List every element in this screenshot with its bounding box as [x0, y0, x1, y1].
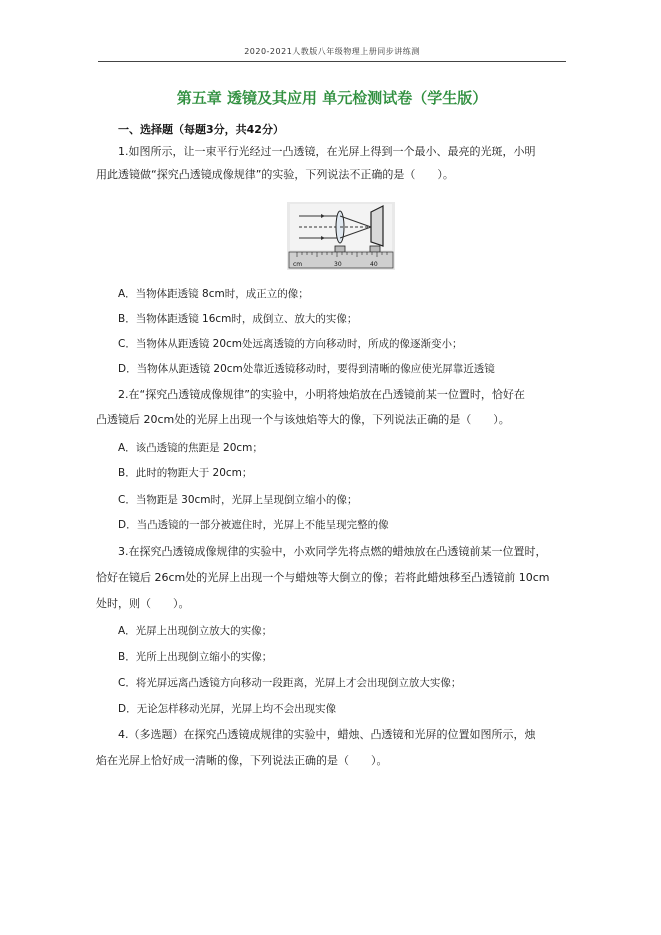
q1-line-2: 用此透镜做“探究凸透镜成像规律”的实验，下列说法不正确的是（ ）。	[96, 168, 454, 181]
q3-option-a: A．光屏上出现倒立放大的实像；	[118, 625, 273, 637]
q4-line-2: 焰在光屏上恰好成一清晰的像，下列说法正确的是（ ）。	[96, 754, 388, 767]
q1-line-1: 1.如图所示，让一束平行光经过一凸透镜，在光屏上得到一个最小、最亮的光斑，小明	[118, 145, 536, 158]
header-rule	[98, 61, 566, 62]
page-title: 第五章 透镜及其应用 单元检测试卷（学生版）	[176, 89, 488, 107]
q3-option-d: D．无论怎样移动光屏，光屏上均不会出现实像	[118, 703, 337, 715]
ruler-label-40: 40	[370, 261, 378, 268]
q2-option-a: A．该凸透镜的焦距是 20cm；	[118, 442, 263, 454]
q3-line-1: 3.在探究凸透镜成像规律的实验中，小欢同学先将点燃的蜡烛放在凸透镜前某一位置时，	[118, 545, 547, 558]
q3-line-3: 处时，则（ ）。	[96, 597, 190, 610]
q3-option-b: B．光所上出现倒立缩小的实像；	[118, 651, 273, 663]
q4-line-1: 4.（多选题）在探究凸透镜成规律的实验中，蜡烛、凸透镜和光屏的位置如图所示，烛	[118, 728, 536, 741]
q3-line-2: 恰好在镜后 26cm处的光屏上出现一个与蜡烛等大倒立的像；若将此蜡烛移至凸透镜前 10cm	[96, 571, 550, 584]
q1-option-b: B．当物体距透镜 16cm时，成倒立、放大的实像；	[118, 313, 358, 325]
q2-line-1: 2.在“探究凸透镜成像规律”的实验中，小明将烛焰放在凸透镜前某一位置时，恰好在	[118, 388, 525, 401]
q1-option-c: C．当物体从距透镜 20cm处远离透镜的方向移动时，所成的像逐渐变小；	[118, 338, 463, 350]
screen-stand	[370, 246, 380, 252]
ruler-label-cm: cm	[293, 261, 303, 268]
light-screen	[371, 206, 383, 246]
lens-stand	[335, 246, 345, 252]
q2-option-d: D．当凸透镜的一部分被遮住时，光屏上不能呈现完整的像	[118, 519, 389, 531]
q2-option-c: C．当物距是 30cm时，光屏上呈现倒立缩小的像；	[118, 494, 358, 506]
q2-option-b: B．此时的物距大于 20cm；	[118, 467, 253, 479]
q1-option-a: A．当物体距透镜 8cm时，成正立的像；	[118, 288, 309, 300]
lens-experiment-figure	[287, 202, 395, 270]
ruler-label-30: 30	[334, 261, 342, 268]
page-header: 2020-2021人教版八年级物理上册同步讲练测	[244, 47, 420, 56]
q1-option-d: D．当物体从距透镜 20cm处靠近透镜移动时，要得到清晰的像应使光屏靠近透镜	[118, 363, 495, 375]
section-heading: 一、选择题（每题3分，共42分）	[118, 123, 284, 136]
q3-option-c: C．将光屏远离凸透镜方向移动一段距离，光屏上才会出现倒立放大实像；	[118, 677, 462, 689]
q2-line-2: 凸透镜后 20cm处的光屏上出现一个与该烛焰等大的像，下列说法正确的是（ ）。	[96, 413, 510, 426]
